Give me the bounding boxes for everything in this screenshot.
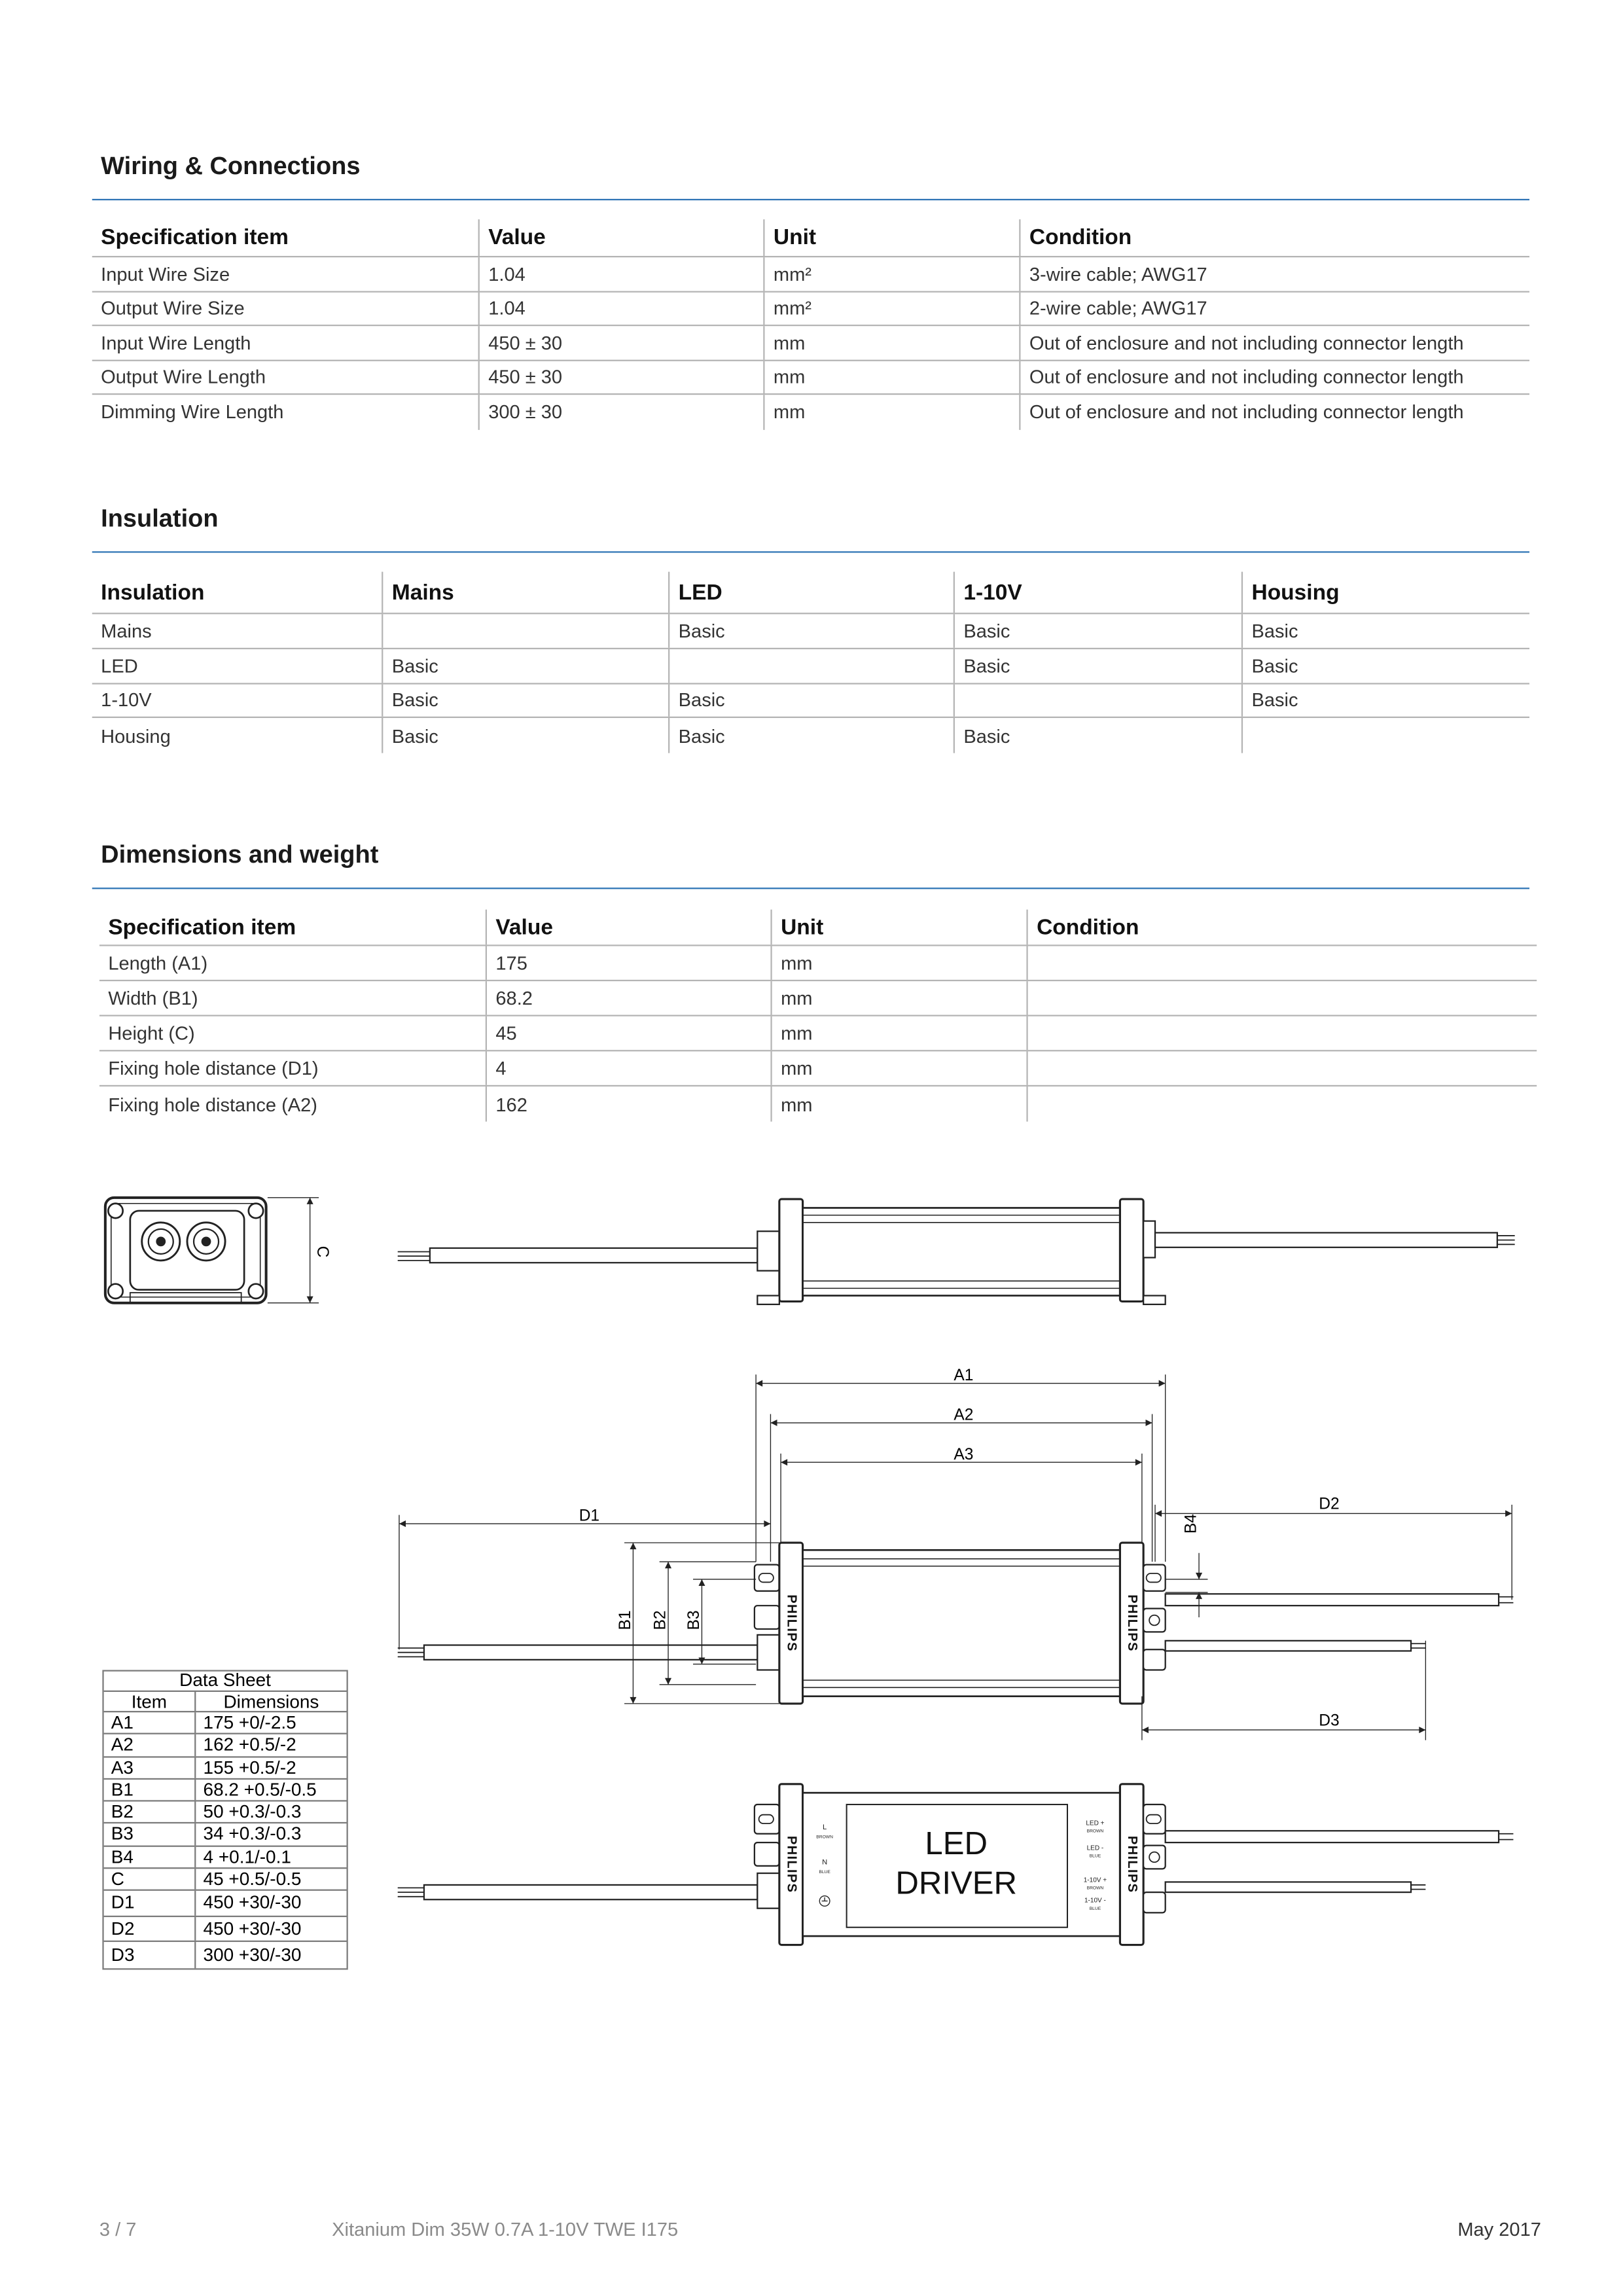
- input-cable: [424, 1885, 757, 1899]
- product-label-line1: LED: [925, 1826, 988, 1862]
- data-sheet-cell: 68.2 +0.5/-0.5: [194, 1779, 346, 1800]
- data-sheet-header-cell: Dimensions: [194, 1692, 346, 1711]
- insulation-table-cell: Basic: [954, 614, 1241, 647]
- dimensions-header-cell: Specification item: [108, 914, 296, 940]
- data-sheet-title: Data Sheet: [104, 1672, 347, 1692]
- terminal-color: BROWN: [1086, 1829, 1104, 1834]
- data-sheet-cell: 300 +30/-30: [194, 1943, 346, 1969]
- terminal-mark: 1-10V +: [1083, 1876, 1107, 1884]
- dimensions-table-cell: Width (B1): [108, 987, 198, 1009]
- dimension-label-b2: B2: [651, 1610, 669, 1630]
- wiring-table-cell: 3-wire cable; AWG17: [1019, 257, 1529, 290]
- dimension-label-a2: A2: [954, 1406, 974, 1424]
- data-sheet-cell: 175 +0/-2.5: [194, 1712, 346, 1733]
- product-name: Xitanium Dim 35W 0.7A 1-10V TWE I175: [332, 2218, 679, 2240]
- brand-logo-right: PHILIPS: [1124, 1594, 1139, 1652]
- data-sheet-row: [104, 1757, 347, 1779]
- input-cable: [424, 1645, 757, 1660]
- data-sheet-row: [104, 1943, 347, 1969]
- dimension-label-a1: A1: [954, 1367, 974, 1385]
- fixing-slot: [1147, 1815, 1161, 1823]
- wiring-table-cell: Out of enclosure and not including connector length: [1019, 395, 1529, 429]
- dimension-label-b1: B1: [616, 1610, 634, 1630]
- dimensions-table-cell: mm: [770, 1086, 1026, 1122]
- terminal-mark: L: [822, 1823, 827, 1832]
- document-date: May 2017: [1457, 2218, 1541, 2240]
- section-title-insulation: Insulation: [101, 504, 219, 533]
- wiring-table-cell: 300 ± 30: [478, 395, 764, 429]
- dimensions-table-cell: 175: [486, 946, 771, 980]
- dimensions-header-cell: Unit: [770, 910, 1026, 945]
- top-view: [398, 1543, 1514, 1704]
- data-sheet-cell: 450 +30/-30: [194, 1891, 346, 1915]
- section-title-wiring: Wiring & Connections: [101, 152, 361, 180]
- insulation-table-cell: Basic: [1241, 614, 1529, 647]
- screw-bottom-left: [108, 1284, 122, 1299]
- dimension-label-d1: D1: [579, 1507, 600, 1525]
- insulation-table-cell: Basic: [668, 614, 954, 647]
- data-sheet-row: [104, 1824, 347, 1846]
- data-sheet-row: [104, 1916, 347, 1943]
- screw-bottom-right: [249, 1284, 263, 1299]
- insulation-table-cell: 1-10V: [101, 689, 152, 711]
- dimensions-table-cell: mm: [770, 981, 1026, 1014]
- data-sheet-cell: C: [111, 1869, 124, 1890]
- connector-pin-right: [202, 1238, 211, 1246]
- wiring-table-cell: Out of enclosure and not including connector length: [1019, 326, 1529, 359]
- cable-gland: [757, 1873, 779, 1909]
- wiring-table-cell: Input Wire Length: [101, 331, 251, 354]
- dimensions-table-cell: 4: [486, 1051, 771, 1085]
- wiring-table-cell: mm²: [763, 292, 1019, 325]
- dimming-wire-ends: [1411, 1885, 1425, 1890]
- insulation-table-cell: Basic: [382, 684, 668, 717]
- dimension-label-a3: A3: [954, 1445, 974, 1463]
- wiring-table-cell: Input Wire Size: [101, 262, 230, 285]
- data-sheet-cell: B2: [111, 1801, 134, 1823]
- insulation-table-cell: Mains: [101, 620, 152, 642]
- data-sheet-cell: 450 +30/-30: [194, 1916, 346, 1941]
- data-sheet-header-row: [104, 1692, 347, 1712]
- end-cap-right: [1120, 1199, 1143, 1301]
- fixing-tab-right-lower: [1143, 1649, 1166, 1670]
- input-wire-ends: [398, 1252, 433, 1261]
- fixing-tab-left-lower: [755, 1842, 779, 1866]
- insulation-table-cell: Basic: [1241, 684, 1529, 717]
- data-sheet-cell: A3: [111, 1757, 134, 1778]
- insulation-header-cell: Insulation: [101, 579, 205, 605]
- wiring-table-cell: 1.04: [478, 257, 764, 290]
- dimensions-table-cell: mm: [770, 1016, 1026, 1050]
- wiring-table-cell: Dimming Wire Length: [101, 401, 284, 423]
- dimming-wire-ends: [1411, 1643, 1425, 1648]
- data-sheet-row: [104, 1846, 347, 1869]
- wiring-table-cell: Output Wire Size: [101, 297, 245, 319]
- output-cable: [1155, 1232, 1497, 1247]
- bottom-view: [398, 1784, 1514, 1945]
- terminal-color: BROWN: [1086, 1886, 1104, 1891]
- data-sheet-cell: D3: [111, 1945, 135, 1966]
- dimensions-table-cell: mm: [770, 946, 1026, 980]
- wiring-header-cell: Unit: [763, 219, 1019, 256]
- data-sheet-cell: A2: [111, 1734, 134, 1755]
- dimension-label-d2: D2: [1319, 1495, 1340, 1513]
- dimension-label-d3: D3: [1319, 1712, 1340, 1730]
- cable-gland: [757, 1635, 779, 1670]
- insulation-table-cell: Basic: [954, 649, 1241, 683]
- dimensions-header-cell: Condition: [1026, 910, 1537, 945]
- insulation-table-cell: Basic: [382, 719, 668, 753]
- end-view: [105, 1198, 266, 1303]
- data-sheet-row: [104, 1779, 347, 1801]
- brand-logo-left: PHILIPS: [784, 1835, 799, 1893]
- wiring-table-cell: 450 ± 30: [478, 326, 764, 359]
- output-gland: [1143, 1221, 1155, 1258]
- dimension-label-b4: B4: [1182, 1514, 1200, 1534]
- housing-body: [803, 1208, 1120, 1295]
- insulation-table-cell: Basic: [1241, 649, 1529, 683]
- fixing-slot: [759, 1573, 774, 1582]
- wiring-table-cell: mm: [763, 395, 1019, 429]
- wiring-table-cell: Out of enclosure and not including connector length: [1019, 361, 1529, 393]
- wiring-table-cell: 450 ± 30: [478, 361, 764, 393]
- housing-body: [803, 1550, 1120, 1696]
- side-view: [398, 1199, 1515, 1304]
- dimensions-header-cell: Value: [486, 910, 771, 945]
- wiring-table-cell: mm: [763, 326, 1019, 359]
- mounting-foot-left: [757, 1296, 779, 1304]
- dimensions-table-cell: Fixing hole distance (A2): [108, 1093, 318, 1115]
- data-sheet-row: [104, 1891, 347, 1917]
- dimension-label-c: C: [313, 1246, 331, 1258]
- data-sheet-header-cell: Item: [131, 1692, 168, 1712]
- end-cap-left: [779, 1199, 803, 1301]
- fixing-tab-right-lower: [1143, 1892, 1166, 1912]
- data-sheet-row: [104, 1802, 347, 1824]
- data-sheet-cell: 34 +0.3/-0.3: [194, 1824, 346, 1845]
- input-cable: [430, 1248, 757, 1263]
- insulation-table-cell: Basic: [382, 649, 668, 683]
- data-sheet-row: [104, 1869, 347, 1891]
- insulation-table-cell: Housing: [101, 725, 171, 747]
- wiring-table-cell: 1.04: [478, 292, 764, 325]
- data-sheet-row: [104, 1712, 347, 1734]
- data-sheet-cell: 162 +0.5/-2: [194, 1734, 346, 1755]
- data-sheet-cell: A1: [111, 1712, 134, 1733]
- dimensions-table-cell: mm: [770, 1051, 1026, 1085]
- led-wire-ends: [1499, 1834, 1513, 1840]
- data-sheet-cell: 50 +0.3/-0.3: [194, 1802, 346, 1823]
- dimension-c: [268, 1198, 331, 1303]
- brand-logo-right: PHILIPS: [1124, 1835, 1139, 1893]
- brand-logo-left: PHILIPS: [784, 1594, 799, 1652]
- screw-top-right: [249, 1204, 263, 1218]
- data-sheet-cell: 45 +0.5/-0.5: [194, 1869, 346, 1890]
- fixing-tab-left-lower: [755, 1605, 779, 1629]
- wiring-table-cell: Output Wire Length: [101, 366, 266, 388]
- dimensions-table-cell: 68.2: [486, 981, 771, 1014]
- fixing-slot: [1147, 1573, 1161, 1582]
- fixing-slot: [759, 1815, 774, 1823]
- connector-pin-left: [157, 1238, 166, 1246]
- terminal-mark: N: [822, 1858, 828, 1867]
- dimensions-table-cell: 45: [486, 1016, 771, 1050]
- terminal-color: BROWN: [816, 1835, 833, 1840]
- terminal-color: BLUE: [1089, 1854, 1101, 1859]
- dimensions-table-cell: Length (A1): [108, 952, 208, 974]
- insulation-header-cell: 1-10V: [954, 572, 1241, 613]
- dimensions-table-cell: Fixing hole distance (D1): [108, 1057, 319, 1079]
- fixing-hole: [1149, 1615, 1160, 1626]
- data-sheet-cell: B1: [111, 1779, 134, 1801]
- mounting-foot-right: [1143, 1296, 1166, 1304]
- terminal-color: BLUE: [1089, 1906, 1101, 1911]
- screw-top-left: [108, 1204, 122, 1218]
- data-sheet-cell: D1: [111, 1892, 135, 1914]
- wiring-table-cell: 2-wire cable; AWG17: [1019, 292, 1529, 325]
- data-sheet-cell: D2: [111, 1918, 135, 1939]
- output-led-cable: [1166, 1594, 1499, 1605]
- output-led-cable: [1166, 1831, 1499, 1842]
- cable-gland: [757, 1231, 779, 1270]
- section-title-dimensions: Dimensions and weight: [101, 840, 379, 869]
- data-sheet-cell: B4: [111, 1846, 134, 1867]
- insulation-header-cell: LED: [668, 572, 954, 613]
- data-sheet-cell: 155 +0.5/-2: [194, 1757, 346, 1778]
- terminal-mark: LED +: [1086, 1820, 1105, 1827]
- insulation-table-cell: LED: [101, 655, 138, 677]
- dimming-cable: [1166, 1882, 1411, 1892]
- output-wire-ends: [1497, 1236, 1515, 1244]
- fixing-hole: [1149, 1852, 1160, 1863]
- wiring-header-cell: Value: [478, 219, 764, 256]
- wiring-table-cell: mm²: [763, 257, 1019, 290]
- insulation-header-cell: Mains: [382, 572, 668, 613]
- input-wire-ends: [398, 1648, 427, 1657]
- wiring-header-cell: Specification item: [101, 225, 289, 251]
- product-label-line2: DRIVER: [895, 1865, 1018, 1901]
- terminal-mark: LED -: [1086, 1844, 1104, 1852]
- insulation-table-cell: Basic: [954, 719, 1241, 753]
- dimming-cable: [1166, 1641, 1411, 1651]
- data-sheet-cell: B3: [111, 1823, 134, 1845]
- insulation-table-cell: Basic: [668, 719, 954, 753]
- data-sheet-row: [104, 1734, 347, 1757]
- dimensions-table-cell: 162: [486, 1086, 771, 1122]
- led-wire-ends: [1499, 1597, 1513, 1603]
- data-sheet-cell: 4 +0.1/-0.1: [194, 1846, 346, 1867]
- input-wire-ends: [398, 1888, 427, 1896]
- dimension-data-sheet: [102, 1670, 348, 1969]
- terminal-mark: 1-10V -: [1084, 1897, 1106, 1905]
- dimension-label-b3: B3: [685, 1610, 703, 1630]
- dimensions-table-cell: Height (C): [108, 1022, 195, 1045]
- terminal-color: BLUE: [819, 1870, 830, 1875]
- insulation-header-cell: Housing: [1241, 572, 1529, 613]
- wiring-table-cell: mm: [763, 361, 1019, 393]
- wiring-header-cell: Condition: [1019, 219, 1529, 256]
- insulation-table-cell: Basic: [668, 684, 954, 717]
- page-number: 3 / 7: [99, 2218, 137, 2240]
